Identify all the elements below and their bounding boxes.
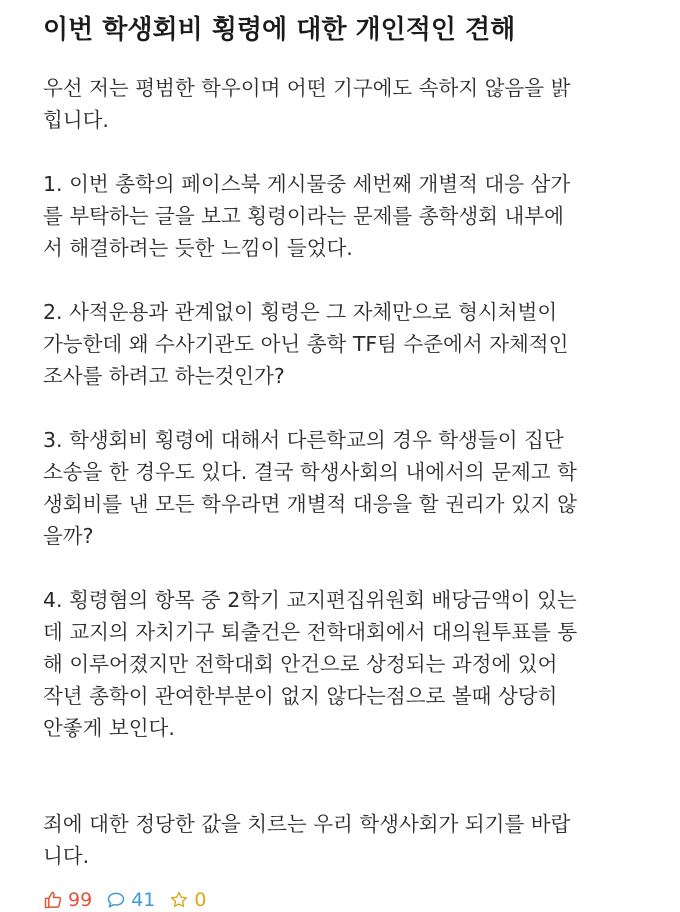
like-count: 99: [68, 889, 93, 911]
paragraph-spacer: [43, 392, 636, 424]
scrap-button[interactable]: [169, 888, 206, 912]
scrap-count: 0: [194, 889, 207, 911]
post-paragraph-intro: 우선 저는 평범한 학우이며 어떤 기구에도 속하지 않음을 밝 힙니다.: [43, 76, 571, 132]
speech-bubble-icon: [106, 890, 126, 910]
paragraph-spacer: [43, 264, 636, 296]
post-paragraph-point-3: 3. 학생회비 횡령에 대해서 다른학교의 경우 학생들이 집단 소송을 한 경우도 있다. 결국 학생사회의 내에서의 문제고 학 생회비를 낸 모든 학우라면 개별적 대응을 할 권리가 있지 않 을까?: [43, 428, 577, 548]
paragraph-spacer: [43, 136, 636, 168]
post-paragraph-closing: 죄에 대한 정당한 값을 치르는 우리 학생사회가 되기를 바랍 니다.: [43, 812, 571, 868]
comment-button[interactable]: [106, 888, 155, 912]
post-paragraph-point-2: 2. 사적운용과 관계없이 횡령은 그 자체만으로 형시처벌이 가능한데 왜 수사기관도 아닌 총학 TF팀 수준에서 자체적인 조사를 하려고 하는것인가?: [43, 300, 569, 388]
comment-count: 41: [131, 889, 156, 911]
like-button[interactable]: [43, 888, 92, 912]
thumbs-up-icon: [43, 890, 63, 910]
paragraph-spacer: [43, 552, 636, 584]
star-icon: [169, 890, 189, 910]
post-title: 이번 학생회비 횡령에 대한 개인적인 견해: [43, 15, 516, 45]
post-stats-bar: [43, 888, 636, 912]
post-body: [43, 72, 636, 872]
post-paragraph-point-1: 1. 이번 총학의 페이스북 게시물중 세번째 개별적 대응 삼가 를 부탁하는 글을 보고 횡령이라는 문제를 총학생회 내부에 서 해결하려는 듯한 느낌이 들었다.: [43, 172, 571, 260]
paragraph-spacer: [43, 744, 636, 808]
post-paragraph-point-4: 4. 횡령혐의 항목 중 2학기 교지편집위원회 배당금액이 있는 데 교지의 자치기구 퇴출건은 전학대회에서 대의원투표를 통 해 이루어졌지만 전학대회 안건으로 상정되는 과정에 있어 작년 총학이 관여한부분이 없지 않다는점으로 볼때 상당히 안좋게 보인다.: [43, 588, 578, 740]
